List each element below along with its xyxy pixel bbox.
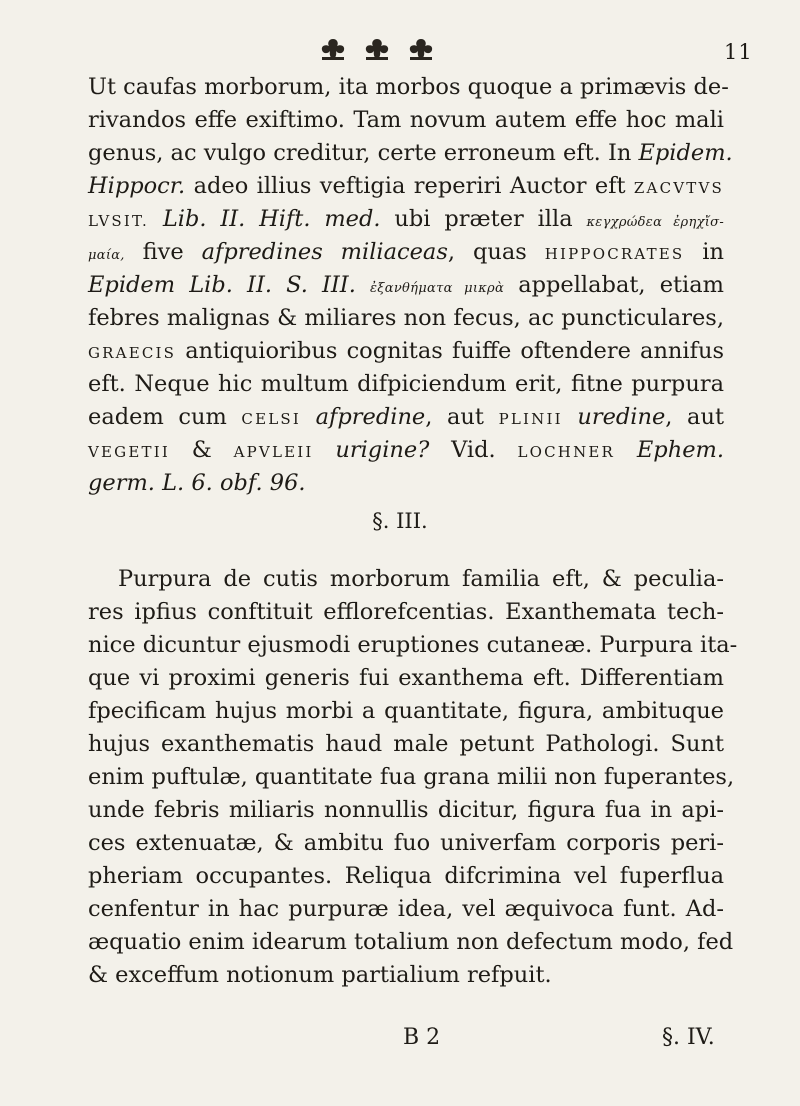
- text-line: eft. Neque hic multum difpiciendum erit, fitne purpura: [88, 371, 724, 397]
- fleuron-icon: [406, 36, 436, 62]
- text-line: enim puftulæ, quantitate fua grana milii non fuperantes,: [88, 764, 735, 790]
- text-line: pheriam occupantes. Reliqua difcrimina vel fuperflua: [88, 863, 724, 889]
- text-line: eadem cum CELSI afpredine, aut PLINII uredine, aut: [88, 404, 724, 430]
- text-line: nice dicuntur ejusmodi eruptiones cutaneæ. Purpura ita-: [88, 632, 738, 658]
- text-line: GRAECIS antiquioribus cognitas fuiffe oftendere annifus: [88, 338, 724, 364]
- text-line: LVSIT. Lib. II. Hift. med. ubi præter illa κεγχρώδεα ἐρηχἴσ-: [88, 206, 725, 232]
- signature-mark: B 2: [403, 1025, 441, 1050]
- text-line: cenfentur in hac purpuræ idea, vel æquivoca funt. Ad-: [88, 896, 724, 922]
- fleuron-icon: [362, 36, 392, 62]
- text-line: rivandos effe exiftimo. Tam novum autem effe hoc mali: [88, 107, 724, 133]
- text-line: hujus exanthematis haud male petunt Pathologi. Sunt: [88, 731, 724, 757]
- page-footer: [0, 1025, 800, 1055]
- text-line: ces extenuatæ, & ambitu fuo univerfam corporis peri-: [88, 830, 724, 856]
- text-line: Purpura de cutis morborum familia eft, & peculia-: [118, 566, 724, 592]
- text-line: μαία, five afpredines miliaceas, quas HIPPOCRATES in: [88, 239, 724, 265]
- page-number: 11: [724, 40, 753, 64]
- paragraph-1: [88, 71, 733, 500]
- fleuron-icon: [318, 36, 348, 62]
- paragraph-2: [88, 563, 738, 992]
- text-line: æquatio enim idearum totalium non defectum modo, fed: [88, 929, 734, 955]
- text-line: res ipfius conftituit efflorefcentias. Exanthemata tech-: [88, 599, 724, 625]
- text-line: que vi proximi generis fui exanthema eft. Differentiam: [88, 665, 724, 691]
- text-line: VEGETII & APVLEII urigine? Vid. LOCHNER Ephem.: [88, 437, 724, 463]
- text-line: fpecificam hujus morbi a quantitate, figura, ambituque: [88, 698, 724, 724]
- header-ornaments: [318, 36, 436, 62]
- text-line: & exceffum notionum partialium refpuit.: [88, 962, 552, 988]
- text-line: germ. L. 6. obf. 96.: [88, 470, 306, 496]
- section-heading: §. III.: [372, 509, 428, 533]
- text-line: febres malignas & miliares non fecus, ac puncticulares,: [88, 305, 724, 331]
- catchword: §. IV.: [662, 1025, 715, 1050]
- text-line: Ut caufas morborum, ita morbos quoque a primævis de-: [88, 74, 729, 100]
- text-line: genus, ac vulgo creditur, certe erroneum eft. In Epidem.: [88, 140, 733, 166]
- text-line: Hippocr. adeo illius veftigia reperiri Auctor eft ZACVTVS: [88, 173, 724, 199]
- text-line: Epidem Lib. II. S. III. ἐξανθήματα μικρὰ appellabat, etiam: [88, 272, 725, 298]
- text-line: unde febris miliaris nonnullis dicitur, figura fua in api-: [88, 797, 724, 823]
